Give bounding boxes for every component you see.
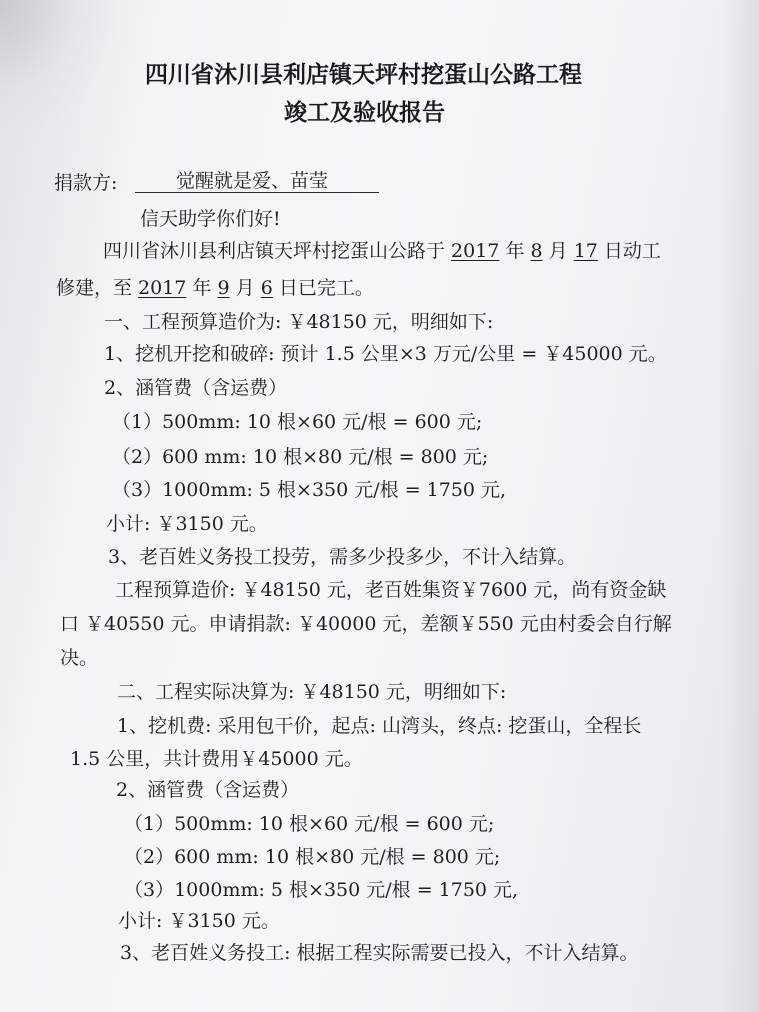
intro-line2-month-label: 月 xyxy=(229,277,261,299)
budget-pipe1: （1）500mm: 10 根×60 元/根 = 600 元; xyxy=(112,411,483,433)
actual-pipe2: （2）600 mm: 10 根×80 元/根 = 800 元; xyxy=(124,846,501,868)
greeting: 信天助学你们好! xyxy=(140,208,281,230)
start-month: 8 xyxy=(530,240,543,262)
donor-names: 觉醒就是爱、苗莹 xyxy=(176,170,329,192)
intro-month-label: 月 xyxy=(542,240,574,262)
intro-line2-year-label: 年 xyxy=(186,277,218,299)
budget-item1: 1、挖机开挖和破碎: 预计 1.5 公里×3 万元/公里 = ￥45000 元。 xyxy=(104,343,667,365)
actual-item1-line2: 1.5 公里，共计费用￥45000 元。 xyxy=(70,748,363,770)
actual-item1-line1: 1、挖机费: 采用包干价，起点: 山湾头，终点: 挖蛋山，全程长 xyxy=(117,715,642,737)
intro-line2-day-label: 日已完工。 xyxy=(272,277,374,299)
paper-crease xyxy=(0,0,120,140)
start-day: 17 xyxy=(573,240,598,262)
budget-pipe3: （3）1000mm: 5 根×350 元/根 = 1750 元, xyxy=(112,479,507,501)
budget-subtotal: 小计: ￥3150 元。 xyxy=(106,513,268,535)
actual-item2: 2、涵管费（含运费） xyxy=(116,779,300,801)
actual-pipe3: （3）1000mm: 5 根×350 元/根 = 1750 元, xyxy=(124,879,519,901)
paper-edge-shadow xyxy=(719,0,759,1012)
end-month: 9 xyxy=(217,277,230,299)
budget-item3: 3、老百姓义务投工投劳，需多少投多少，不计入结算。 xyxy=(108,546,577,568)
actual-pipe1: （1）500mm: 10 根×60 元/根 = 600 元; xyxy=(124,813,495,835)
report-title-line1: 四川省沐川县利店镇天坪村挖蛋山公路工程 xyxy=(145,62,582,88)
actual-heading: 二、工程实际决算为: ￥48150 元，明细如下: xyxy=(117,681,507,703)
intro-day-label: 日动工 xyxy=(597,240,661,262)
budget-pipe2: （2）600 mm: 10 根×80 元/根 = 800 元; xyxy=(112,446,489,468)
actual-subtotal: 小计: ￥3150 元。 xyxy=(118,910,280,932)
budget-heading: 一、工程预算造价为: ￥48150 元，明细如下: xyxy=(104,311,494,333)
budget-summary-line1: 工程预算造价: ￥48150 元，老百姓集资￥7600 元，尚有资金缺 xyxy=(115,579,667,601)
intro-year-label: 年 xyxy=(499,240,531,262)
end-day: 6 xyxy=(260,277,273,299)
actual-item3: 3、老百姓义务投工: 根据工程实际需要已投入，不计入结算。 xyxy=(120,942,639,964)
intro-line2-text: 修建，至 xyxy=(56,277,139,299)
budget-item2: 2、涵管费（含运费） xyxy=(104,377,288,399)
budget-summary-line3: 决。 xyxy=(60,647,99,669)
intro-line1 xyxy=(103,242,661,261)
start-year: 2017 xyxy=(451,240,500,262)
budget-summary-line2: 口 ￥40550 元。申请捐款: ￥40000 元，差额￥550 元由村委会自行解 xyxy=(60,613,672,635)
end-year: 2017 xyxy=(138,277,187,299)
donor-label: 捐款方: xyxy=(54,172,118,194)
donor-underline xyxy=(135,192,379,193)
report-title-line2: 竣工及验收报告 xyxy=(284,100,445,126)
intro-line2 xyxy=(56,279,374,298)
intro-text: 四川省沐川县利店镇天坪村挖蛋山公路于 xyxy=(103,240,452,262)
